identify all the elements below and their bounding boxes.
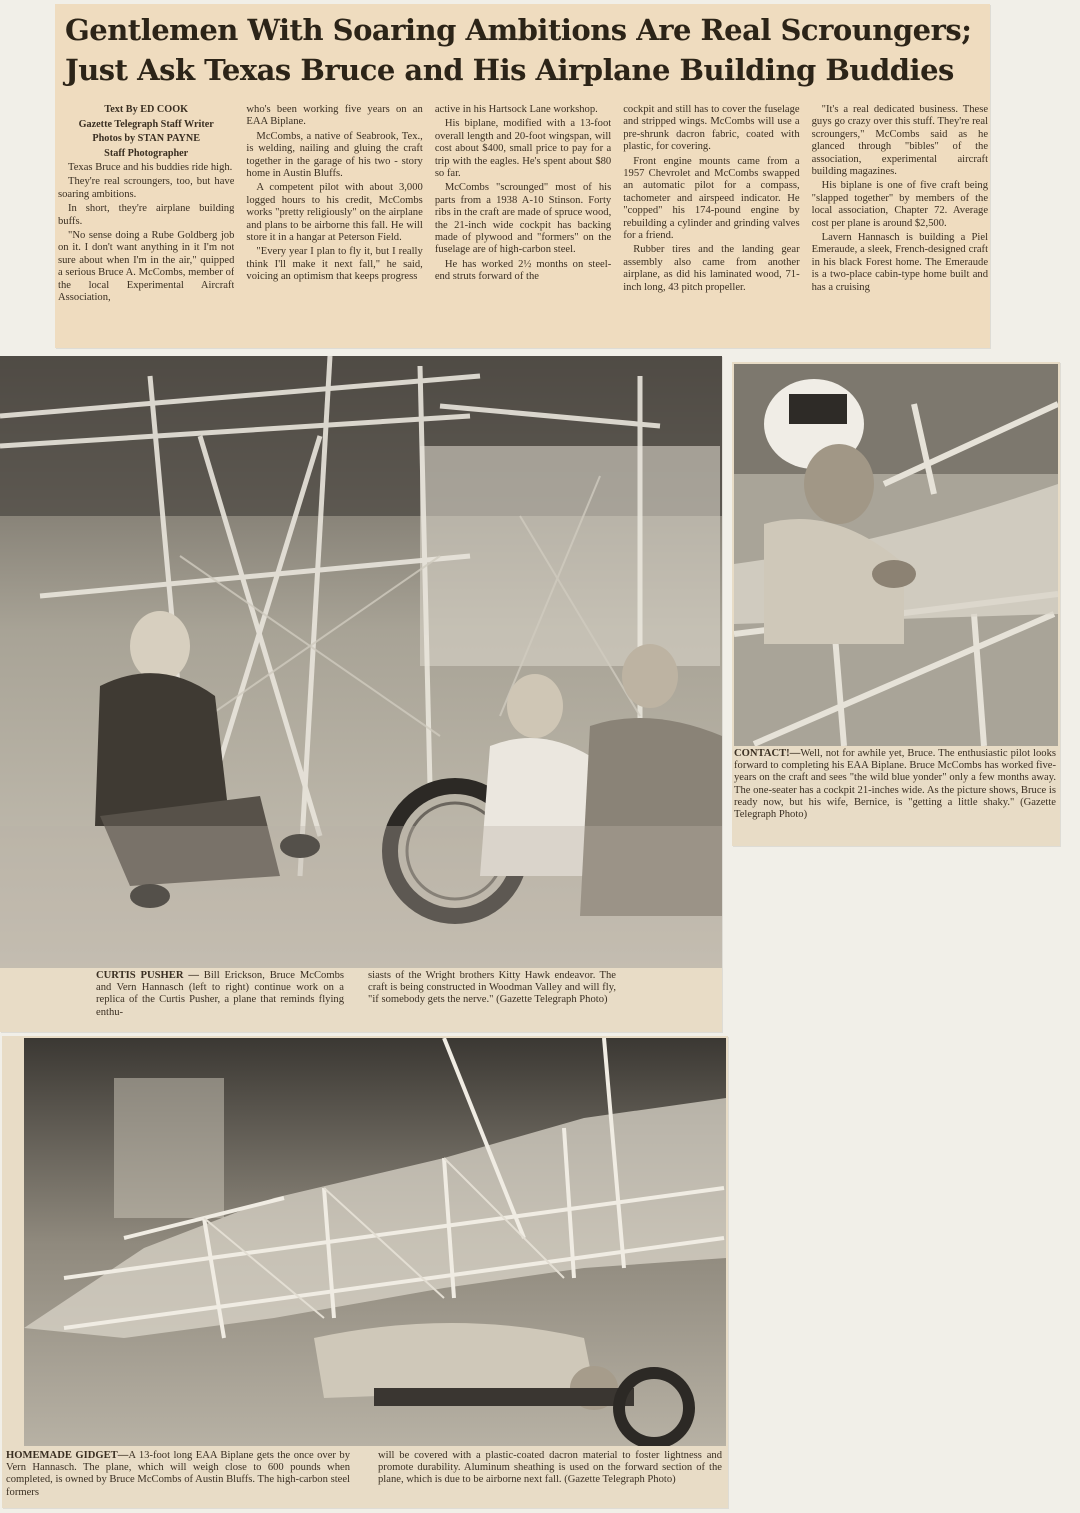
caption-text: A 13-foot long EAA Biplane gets the once over by Vern Hannasch. The plane, which will weigh close to 600 pounds when completed, is owned by Bruce McCombs of Austin Bluffs. The high-carbon steel formers — [6, 1450, 350, 1498]
caption-text: siasts of the Wright brothers Kitty Hawk endeavor. The craft is being constructed in Woodman Valley and will fly, "if somebody gets the nerve." (Gazette Telegraph Photo) — [368, 970, 616, 1006]
contact-photo-art — [734, 364, 1058, 746]
paragraph: In short, they're airplane building buffs. — [58, 203, 235, 227]
contact-photo — [734, 364, 1058, 746]
article-clipping — [55, 4, 990, 348]
caption-text: Well, not for awhile yet, Bruce. The enthusiastic pilot looks forward to completing his EAA Biplane. Bruce McCombs has worked five-years on the craft and sees "the wild blue yonder" only a few months away. The one-seater has a cockpit 21-inches wide. As the picture shows, Bruce is ready now, but his wife, Bernice, is "getting a little shaky." (Gazette Telegraph Photo) — [734, 748, 1056, 821]
article-column-5 — [812, 104, 988, 344]
gidget-caption — [6, 1450, 722, 1499]
paragraph: Rubber tires and the landing gear assembly also came from another airplane, as did his laminated wood, 71-inch long, 43 pitch propeller. — [623, 244, 800, 293]
curtis-pusher-clipping — [0, 356, 722, 1032]
paragraph: who's been working five years on an EAA Biplane. — [246, 104, 423, 128]
paragraph: active in his Hartsock Lane workshop. — [434, 104, 598, 115]
headline-line-2: Just Ask Texas Bruce and His Airplane Building Buddies — [65, 53, 954, 87]
article-column-2 — [246, 104, 422, 344]
contact-caption — [734, 748, 1056, 821]
caption-lead: HOMEMADE GIDGET— — [6, 1450, 129, 1461]
paragraph: A competent pilot with about 3,000 logged hours to his credit, McCombs works "pretty religiously" on the airplane and plans to be airborne this fall. He will store it in a hangar at Peterson Field. — [246, 182, 423, 244]
paragraph: "No sense doing a Rube Goldberg job on it. I don't want anything in it I'm not sure about when I'm in the air," quipped a serious Bruce A. McCombs, member of the local Experimental Aircraft Association, — [58, 230, 235, 304]
paragraph: McCombs "scrounged" most of his parts from a 1938 A-10 Stinson. Forty ribs in the craft are made of spruce wood, the 21-inch wide cockpit has backing made of plywood and "formers" on the fuselage are of high-carbon steel. — [434, 182, 612, 256]
paragraph: "Every year I plan to fly it, but I really think I'll make it next fall," he said, voicing an optimism that keeps progress — [246, 246, 423, 283]
gidget-clipping — [2, 1036, 728, 1508]
byline-text-title: Gazette Telegraph Staff Writer — [78, 118, 214, 130]
curtis-pusher-caption — [96, 970, 616, 1019]
article-column-1 — [58, 104, 234, 344]
curtis-pusher-photo — [0, 356, 722, 968]
caption-lead: CURTIS PUSHER — — [96, 970, 199, 981]
byline-photos-by: Photos by STAN PAYNE — [92, 133, 201, 144]
paragraph: They're real scroungers, too, but have soaring ambitions. — [58, 176, 235, 200]
paragraph: cockpit and still has to cover the fuselage and stripped wings. McCombs will use a pre-shrunk dacron fabric, coated with plastic, for covering. — [623, 104, 800, 153]
caption-text: Bill Erickson, Bruce McCombs and Vern Hannasch (left to right) continue work on a replica of the Curtis Pusher, a plane that reminds flying enthu- — [96, 970, 344, 1018]
paragraph: He has worked 2½ months on steel-end struts forward of the — [434, 258, 612, 283]
paragraph: Texas Bruce and his buddies ride high. — [68, 162, 233, 173]
paragraph: McCombs, a native of Seabrook, Tex., is welding, nailing and gluing the craft together in the garage of his two - story home in Austin Bluffs. — [246, 130, 423, 180]
caption-text: will be covered with a plastic-coated dacron material to foster lightness and promote durability. Aluminum sheathing is used on the forward section of the plane, which is due to be airborne next fall. (Gazette Telegraph Photo) — [378, 1450, 722, 1486]
headline-line-1: Gentlemen With Soaring Ambitions Are Real Scroungers; — [65, 13, 972, 47]
paragraph: His biplane, modified with a 13-foot overall length and 20-foot wingspan, will cost about $400, small price to pay for a trip with the eagles. He's spent about $80 so far. — [434, 118, 612, 180]
curtis-pusher-photo-art — [0, 356, 722, 968]
paragraph: Front engine mounts came from a 1957 Chevrolet and McCombs swapped an automatic pilot for a compass, tachometer and airspeed indicator. He "copped" his 174-pound engine by rebuilding a cylinder and grinding valves for a friend. — [623, 155, 800, 242]
paragraph: "It's a real dedicated business. These guys go crazy over this stuff. They're real scroungers," McCombs said as he glanced through "bibles" of the association, experimental aircraft building magazines. — [811, 104, 989, 178]
article-column-3 — [435, 104, 611, 344]
paragraph: Lavern Hannasch is building a Piel Emeraude, a sleek, French-designed craft in his black Forest home. The Emeraude is a two-place cabin-type home built and has a cruising — [811, 232, 989, 293]
headline — [65, 10, 980, 90]
byline-photos-title: Staff Photographer — [104, 147, 189, 159]
article-columns — [58, 104, 988, 344]
byline-text-by: Text By ED COOK — [104, 104, 189, 115]
article-column-4 — [623, 104, 799, 344]
caption-lead: CONTACT!— — [734, 748, 801, 759]
contact-clipping — [732, 362, 1060, 846]
gidget-photo — [24, 1038, 726, 1446]
gidget-photo-art — [24, 1038, 726, 1446]
paragraph: His biplane is one of five craft being "slapped together" by members of the local association, Chapter 72. Average cost per plane is around $2,500. — [811, 180, 989, 229]
